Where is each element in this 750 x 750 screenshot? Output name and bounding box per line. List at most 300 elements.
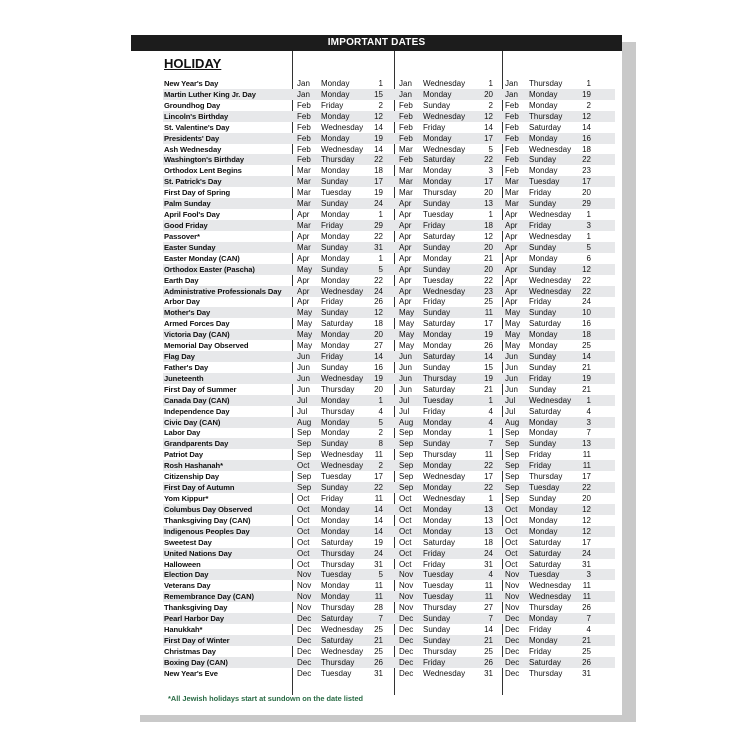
holiday-weekday: Sunday	[321, 242, 349, 252]
holiday-date: 22	[582, 275, 591, 285]
holiday-date: 20	[484, 242, 493, 252]
holiday-weekday: Wednesday	[321, 122, 364, 132]
holiday-date: 31	[374, 668, 383, 678]
holiday-name: Presidents' Day	[164, 133, 220, 143]
holiday-date: 23	[484, 286, 493, 296]
holiday-weekday: Thursday	[321, 548, 355, 558]
holiday-weekday: Sunday	[529, 308, 557, 318]
holiday-month: Sep	[399, 428, 414, 438]
holiday-date: 12	[582, 264, 591, 274]
holiday-month: Dec	[297, 668, 312, 678]
holiday-month: May	[297, 264, 313, 274]
holiday-date: 22	[484, 275, 493, 285]
holiday-month: Mar	[399, 188, 413, 198]
holiday-name: Martin Luther King Jr. Day	[164, 89, 256, 99]
holiday-name: Victoria Day (CAN)	[164, 330, 230, 340]
holiday-month: Mar	[399, 166, 413, 176]
holiday-weekday: Sunday	[529, 384, 557, 394]
holiday-weekday: Monday	[321, 275, 350, 285]
holiday-month: Jan	[297, 89, 310, 99]
holiday-month: Sep	[505, 494, 520, 503]
holiday-weekday: Sunday	[423, 308, 451, 318]
holiday-date: 19	[374, 373, 383, 383]
holiday-weekday: Friday	[321, 352, 344, 361]
holiday-name: Ash Wednesday	[164, 144, 222, 154]
holiday-date: 20	[374, 330, 383, 340]
holiday-weekday: Wednesday	[529, 231, 572, 241]
holiday-name: Grandparents Day	[164, 439, 229, 449]
holiday-month: Oct	[297, 537, 310, 547]
holiday-name: St. Patrick's Day	[164, 177, 222, 187]
holiday-month: Mar	[297, 177, 311, 187]
holiday-name: Mother's Day	[164, 308, 211, 318]
holiday-weekday: Monday	[321, 210, 350, 219]
holiday-date: 25	[484, 646, 493, 656]
holiday-weekday: Sunday	[423, 264, 451, 274]
holiday-date: 4	[488, 417, 493, 427]
holiday-date: 26	[484, 657, 493, 667]
holiday-month: Mar	[297, 166, 311, 176]
holiday-weekday: Tuesday	[423, 581, 454, 591]
holiday-month: Apr	[399, 242, 412, 252]
holiday-date: 20	[484, 89, 493, 99]
holiday-date: 11	[374, 494, 383, 503]
holiday-date: 17	[374, 177, 383, 187]
holiday-date: 26	[582, 603, 591, 613]
holiday-date: 5	[586, 242, 591, 252]
holiday-date: 4	[488, 406, 493, 416]
holiday-weekday: Sunday	[423, 635, 451, 645]
title-bar	[131, 35, 622, 51]
holiday-month: Feb	[297, 155, 311, 165]
holiday-month: Apr	[297, 286, 310, 296]
holiday-month: Mar	[505, 188, 519, 198]
holiday-date: 12	[582, 504, 591, 514]
holiday-weekday: Wednesday	[423, 286, 466, 296]
holiday-weekday: Friday	[529, 625, 552, 634]
holiday-weekday: Tuesday	[529, 570, 560, 580]
holiday-weekday: Wednesday	[321, 144, 364, 154]
holiday-weekday: Friday	[529, 221, 552, 230]
holiday-weekday: Monday	[321, 341, 350, 351]
holiday-month: Jun	[399, 362, 412, 372]
holiday-date: 31	[484, 668, 493, 678]
holiday-month: Mar	[505, 199, 519, 209]
holiday-weekday: Thursday	[423, 188, 457, 198]
holiday-month: Oct	[297, 548, 310, 558]
holiday-month: Apr	[297, 210, 310, 219]
holiday-date: 17	[374, 472, 383, 482]
holiday-weekday: Monday	[321, 79, 350, 88]
holiday-month: Mar	[505, 177, 519, 187]
holiday-date: 20	[484, 264, 493, 274]
holiday-weekday: Thursday	[321, 657, 355, 667]
holiday-date: 11	[374, 581, 383, 591]
holiday-month: May	[505, 330, 521, 340]
holiday-date: 18	[484, 221, 493, 230]
holiday-weekday: Monday	[321, 330, 350, 340]
holiday-weekday: Sunday	[423, 625, 451, 634]
holiday-date: 26	[374, 657, 383, 667]
holiday-date: 4	[586, 406, 591, 416]
holiday-month: Jan	[505, 79, 518, 88]
holiday-date: 27	[374, 341, 383, 351]
holiday-weekday: Sunday	[529, 494, 557, 503]
holiday-weekday: Monday	[423, 253, 452, 263]
holiday-month: Sep	[297, 483, 312, 492]
holiday-weekday: Thursday	[423, 603, 457, 613]
holiday-name: Palm Sunday	[164, 199, 211, 209]
holiday-name: Passover*	[164, 231, 200, 241]
holiday-date: 19	[484, 330, 493, 340]
holiday-month: Dec	[297, 635, 312, 645]
holiday-month: Oct	[297, 494, 310, 503]
holiday-date: 7	[488, 614, 493, 624]
holiday-weekday: Friday	[423, 657, 446, 667]
holiday-date: 25	[484, 297, 493, 307]
holiday-month: Oct	[505, 559, 518, 569]
holiday-month: Mar	[297, 188, 311, 198]
holiday-weekday: Sunday	[529, 155, 557, 165]
holiday-date: 1	[586, 231, 591, 241]
holiday-date: 22	[582, 286, 591, 296]
holiday-date: 4	[378, 406, 383, 416]
holiday-month: Jun	[505, 362, 518, 372]
holiday-date: 17	[582, 177, 591, 187]
holiday-month: Dec	[297, 614, 312, 624]
holiday-name: Easter Monday (CAN)	[164, 253, 240, 263]
holiday-date: 11	[484, 581, 493, 591]
holiday-date: 13	[484, 504, 493, 514]
holiday-date: 11	[484, 450, 493, 460]
holiday-name: Boxing Day (CAN)	[164, 657, 228, 667]
holiday-month: Dec	[505, 657, 520, 667]
holiday-date: 31	[374, 242, 383, 252]
holiday-month: May	[297, 341, 313, 351]
holiday-month: Sep	[399, 439, 414, 449]
holiday-date: 11	[484, 592, 493, 602]
holiday-weekday: Monday	[423, 515, 452, 525]
holiday-month: May	[297, 330, 313, 340]
holiday-weekday: Wednesday	[529, 592, 572, 602]
holiday-weekday: Saturday	[529, 559, 562, 569]
holiday-weekday: Sunday	[321, 439, 349, 449]
holiday-weekday: Tuesday	[321, 668, 352, 678]
holiday-weekday: Saturday	[321, 537, 354, 547]
holiday-weekday: Friday	[529, 188, 552, 198]
holiday-date: 2	[378, 461, 383, 471]
holiday-date: 1	[488, 79, 493, 88]
holiday-date: 17	[484, 133, 493, 143]
holiday-name: Arbor Day	[164, 297, 200, 307]
holiday-month: Jun	[399, 373, 412, 383]
holiday-month: Jun	[399, 384, 412, 394]
holiday-month: Apr	[505, 297, 518, 307]
holiday-name: First Day of Summer	[164, 384, 237, 394]
holiday-date: 3	[586, 221, 591, 230]
holiday-date: 12	[374, 308, 383, 318]
holiday-name: Halloween	[164, 559, 201, 569]
holiday-name: Patriot Day	[164, 450, 203, 460]
holiday-weekday: Sunday	[321, 362, 349, 372]
holiday-month: Oct	[297, 504, 310, 514]
holiday-month: May	[297, 308, 313, 318]
holiday-weekday: Monday	[321, 166, 350, 176]
holiday-weekday: Monday	[529, 166, 558, 176]
holiday-weekday: Wednesday	[423, 472, 466, 482]
holiday-weekday: Tuesday	[321, 188, 352, 198]
holiday-weekday: Monday	[321, 504, 350, 514]
holiday-month: Jan	[505, 89, 518, 99]
holiday-weekday: Wednesday	[529, 581, 572, 591]
holiday-month: May	[399, 341, 415, 351]
holiday-month: Jul	[399, 395, 410, 405]
holiday-weekday: Tuesday	[423, 210, 454, 219]
holiday-month: Oct	[399, 515, 412, 525]
holiday-weekday: Sunday	[423, 199, 451, 209]
holiday-month: Nov	[297, 581, 312, 591]
holiday-month: Apr	[399, 275, 412, 285]
holiday-weekday: Monday	[529, 515, 558, 525]
holiday-month: Feb	[505, 144, 519, 154]
holiday-weekday: Monday	[423, 177, 452, 187]
holiday-name: Administrative Professionals Day	[164, 286, 282, 296]
holiday-date: 1	[488, 428, 493, 438]
holiday-name: Thanksgiving Day	[164, 603, 228, 613]
holiday-weekday: Thursday	[529, 111, 563, 121]
holiday-weekday: Saturday	[529, 406, 562, 416]
holiday-weekday: Monday	[423, 526, 452, 536]
holiday-name: Flag Day	[164, 352, 195, 361]
holiday-date: 14	[374, 515, 383, 525]
holiday-weekday: Monday	[423, 483, 452, 492]
holiday-date: 21	[582, 384, 591, 394]
holiday-weekday: Sunday	[423, 614, 451, 624]
holiday-month: May	[399, 319, 415, 329]
holiday-date: 22	[582, 155, 591, 165]
holiday-date: 2	[378, 100, 383, 110]
holiday-weekday: Sunday	[529, 362, 557, 372]
holiday-month: Jul	[297, 406, 308, 416]
holiday-month: May	[399, 330, 415, 340]
holiday-date: 20	[582, 188, 591, 198]
holiday-month: Sep	[505, 483, 520, 492]
holiday-weekday: Monday	[321, 133, 350, 143]
holiday-date: 11	[484, 308, 493, 318]
holiday-date: 11	[374, 592, 383, 602]
holiday-month: Sep	[399, 461, 414, 471]
holiday-weekday: Monday	[423, 330, 452, 340]
holiday-month: Dec	[399, 635, 414, 645]
holiday-weekday: Wednesday	[529, 144, 572, 154]
holiday-month: Jan	[297, 79, 310, 88]
holiday-month: Oct	[297, 526, 310, 536]
holiday-month: Feb	[297, 133, 311, 143]
holiday-month: Sep	[399, 472, 414, 482]
holiday-date: 25	[374, 625, 383, 634]
holiday-name: Christmas Day	[164, 646, 216, 656]
holiday-date: 14	[374, 122, 383, 132]
holiday-name: Columbus Day Observed	[164, 504, 253, 514]
holiday-date: 14	[374, 352, 383, 361]
holiday-weekday: Sunday	[321, 177, 349, 187]
holiday-weekday: Monday	[529, 526, 558, 536]
holiday-month: Oct	[297, 515, 310, 525]
holiday-weekday: Friday	[423, 406, 446, 416]
holiday-month: Dec	[505, 625, 520, 634]
holiday-month: Dec	[505, 668, 520, 678]
holiday-weekday: Sunday	[321, 264, 349, 274]
holiday-weekday: Wednesday	[423, 668, 466, 678]
holiday-weekday: Saturday	[529, 319, 562, 329]
holiday-date: 8	[378, 439, 383, 449]
holiday-weekday: Friday	[321, 297, 344, 307]
holiday-month: Oct	[505, 515, 518, 525]
holiday-month: Feb	[505, 100, 519, 110]
holiday-date: 31	[374, 559, 383, 569]
holiday-name: Juneteenth	[164, 373, 204, 383]
holiday-weekday: Friday	[423, 548, 446, 558]
holiday-weekday: Sunday	[423, 100, 451, 110]
holiday-weekday: Tuesday	[423, 592, 454, 602]
holiday-month: Nov	[297, 592, 312, 602]
holiday-date: 16	[582, 133, 591, 143]
holiday-month: Jun	[505, 384, 518, 394]
holiday-date: 22	[374, 231, 383, 241]
holiday-weekday: Sunday	[321, 199, 349, 209]
holiday-name: Sweetest Day	[164, 537, 212, 547]
holiday-name: First Day of Autumn	[164, 483, 235, 492]
holiday-weekday: Monday	[321, 515, 350, 525]
holiday-date: 14	[374, 526, 383, 536]
holiday-name: St. Valentine's Day	[164, 122, 230, 132]
holiday-month: Apr	[297, 297, 310, 307]
holiday-date: 18	[374, 166, 383, 176]
holiday-month: Feb	[399, 122, 413, 132]
holiday-weekday: Friday	[529, 450, 552, 460]
holiday-month: Jul	[399, 406, 410, 416]
holiday-weekday: Monday	[423, 89, 452, 99]
holiday-date: 29	[582, 199, 591, 209]
holiday-month: Jun	[505, 352, 518, 361]
holiday-weekday: Friday	[321, 100, 344, 110]
holiday-date: 4	[586, 625, 591, 634]
holiday-weekday: Thursday	[423, 373, 457, 383]
holiday-month: Sep	[297, 472, 312, 482]
holiday-month: Mar	[399, 144, 413, 154]
holiday-date: 5	[488, 144, 493, 154]
holiday-month: Jul	[505, 395, 516, 405]
holiday-month: Apr	[399, 221, 412, 230]
holiday-weekday: Monday	[529, 253, 558, 263]
holiday-month: Sep	[505, 428, 520, 438]
holiday-name: Civic Day (CAN)	[164, 417, 221, 427]
page-title: IMPORTANT DATES	[327, 37, 426, 48]
holiday-date: 13	[484, 515, 493, 525]
holiday-date: 5	[378, 417, 383, 427]
holiday-date: 12	[582, 526, 591, 536]
holiday-weekday: Wednesday	[321, 625, 364, 634]
holiday-weekday: Saturday	[529, 537, 562, 547]
holiday-date: 14	[374, 504, 383, 514]
holiday-month: Apr	[505, 221, 518, 230]
holiday-month: Nov	[399, 603, 414, 613]
holiday-month: Jun	[399, 352, 412, 361]
holiday-name: Groundhog Day	[164, 100, 221, 110]
holiday-weekday: Wednesday	[423, 494, 466, 503]
holiday-month: Dec	[505, 614, 520, 624]
holiday-date: 12	[582, 515, 591, 525]
holiday-month: Apr	[399, 297, 412, 307]
holiday-date: 4	[488, 570, 493, 580]
holiday-month: Oct	[505, 548, 518, 558]
holiday-weekday: Sunday	[321, 483, 349, 492]
holiday-date: 18	[484, 537, 493, 547]
holiday-month: Oct	[399, 537, 412, 547]
holiday-date: 16	[582, 319, 591, 329]
holiday-weekday: Monday	[423, 166, 452, 176]
holiday-month: Nov	[505, 570, 520, 580]
holiday-month: Dec	[399, 614, 414, 624]
holiday-month: Feb	[399, 111, 413, 121]
holiday-month: Dec	[399, 625, 414, 634]
holiday-weekday: Saturday	[321, 614, 354, 624]
holiday-month: Nov	[505, 581, 520, 591]
holiday-date: 11	[374, 450, 383, 460]
holiday-name: New Year's Day	[164, 79, 219, 88]
holiday-weekday: Thursday	[321, 603, 355, 613]
holiday-name: Rosh Hashanah*	[164, 461, 223, 471]
holiday-month: Apr	[399, 231, 412, 241]
holiday-date: 11	[582, 450, 591, 460]
holiday-month: Nov	[505, 592, 520, 602]
holiday-weekday: Thursday	[529, 472, 563, 482]
holiday-date: 20	[484, 188, 493, 198]
holiday-weekday: Wednesday	[321, 373, 364, 383]
holiday-name: Orthodox Easter (Pascha)	[164, 264, 255, 274]
holiday-weekday: Monday	[529, 133, 558, 143]
holiday-date: 21	[484, 635, 493, 645]
holiday-weekday: Sunday	[423, 362, 451, 372]
holiday-weekday: Saturday	[423, 231, 456, 241]
holiday-weekday: Tuesday	[529, 177, 560, 187]
holiday-date: 14	[484, 352, 493, 361]
holiday-month: Feb	[505, 166, 519, 176]
holiday-weekday: Thursday	[423, 450, 457, 460]
holiday-month: Apr	[399, 286, 412, 296]
holiday-month: Apr	[297, 253, 310, 263]
holiday-month: Oct	[297, 461, 310, 471]
holiday-weekday: Wednesday	[529, 286, 572, 296]
holiday-date: 14	[582, 122, 591, 132]
holiday-weekday: Sunday	[529, 352, 557, 361]
holiday-date: 27	[484, 603, 493, 613]
holiday-weekday: Monday	[321, 395, 350, 405]
holiday-month: Sep	[505, 450, 520, 460]
holiday-weekday: Monday	[529, 341, 558, 351]
holiday-name: First Day of Winter	[164, 635, 230, 645]
holiday-month: Oct	[297, 559, 310, 569]
holiday-month: Apr	[505, 253, 518, 263]
holiday-weekday: Wednesday	[529, 395, 572, 405]
holiday-weekday: Monday	[529, 89, 558, 99]
holiday-month: Oct	[399, 504, 412, 514]
holiday-month: Oct	[399, 526, 412, 536]
holiday-date: 22	[484, 461, 493, 471]
holiday-date: 29	[374, 221, 383, 230]
holiday-weekday: Monday	[529, 635, 558, 645]
holiday-date: 15	[484, 362, 493, 372]
